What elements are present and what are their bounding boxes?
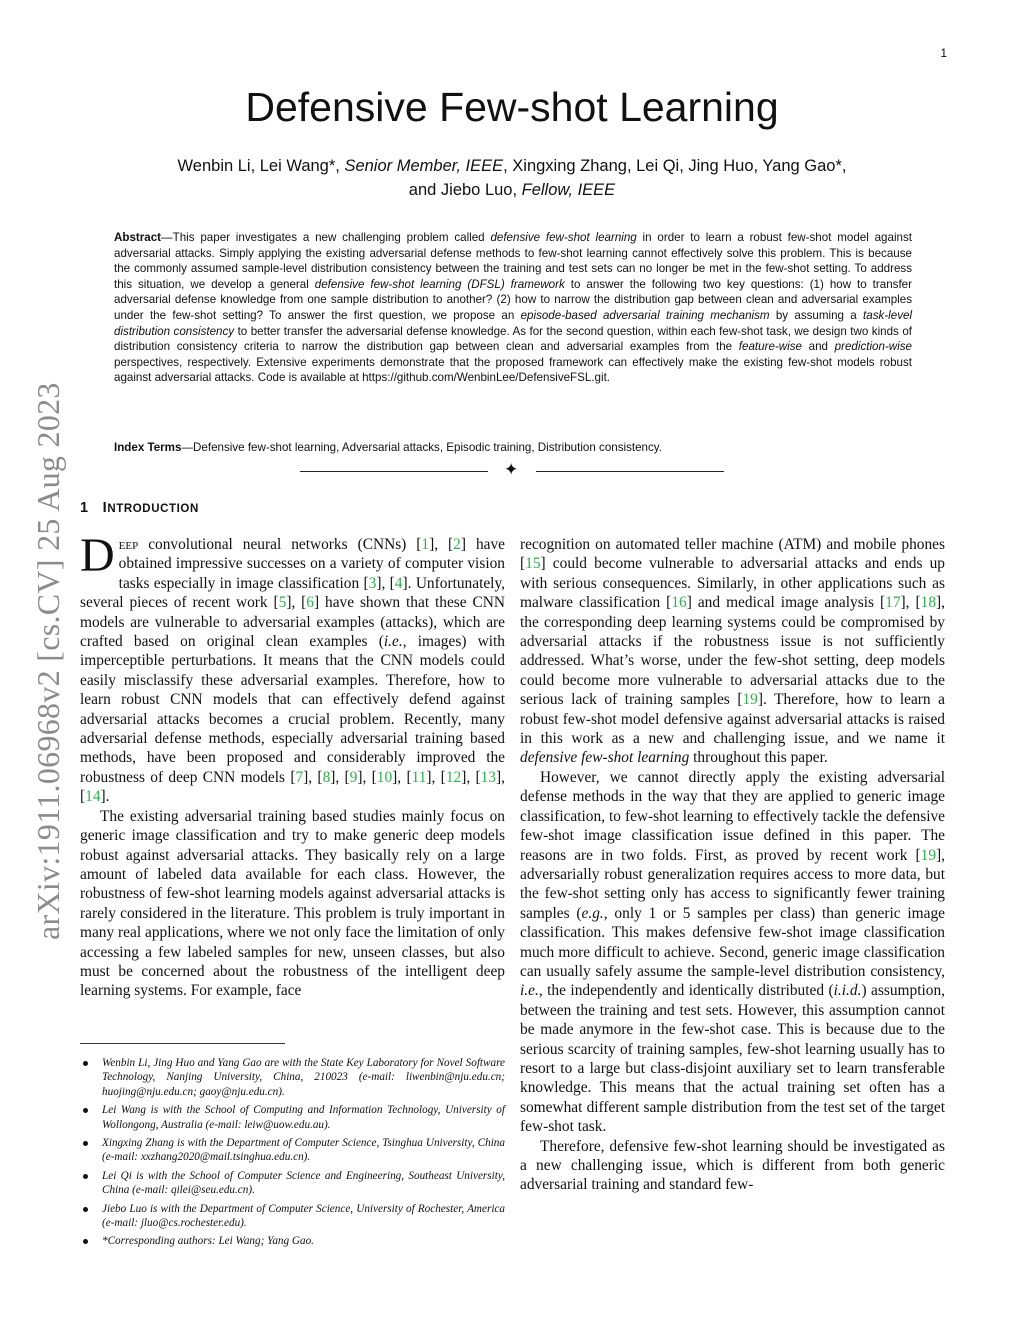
footnote-item: Jiebo Luo is with the Department of Computer Science, University of Rochester, America (e-mail: jluo@cs.rochester.edu). (80, 1202, 505, 1231)
bullet-icon (83, 1239, 88, 1244)
bullet-icon (83, 1061, 88, 1066)
footnote-rule (80, 1043, 285, 1044)
intro-paragraph-2: The existing adversarial training based studies mainly focus on generic image classification and try to make generic deep models robust against adversarial attacks. They basically rely on a large amount of labeled data available for each class. However, the robustness of few-shot learning models against adversarial attacks is rarely considered in the literature. This problem is truly important in many real applications, where we not only face the limitation of only accessing a few labeled samples for new, unseen classes, but also must be concerned about the robustness of the intelligent deep learning systems. For example, face (80, 807, 505, 1000)
left-column (80, 529, 506, 1001)
citation-link[interactable]: 6 (306, 594, 314, 612)
citation-link[interactable]: 4 (394, 574, 403, 592)
citation-link[interactable]: 1 (421, 536, 430, 553)
separator-line-right (536, 471, 724, 472)
citation-link[interactable]: 18 (920, 594, 937, 612)
bullet-icon (83, 1174, 88, 1179)
right-column (520, 535, 945, 1195)
separator-star-icon: ✦ (504, 460, 519, 480)
intro-paragraph-4: However, we cannot directly apply the existing adversarial defense methods in the way that they are applied to generic image classification, to few-shot learning to effectively tackle the defensive few-shot image classification issue defined in this paper. The reasons are in two folds. First, as proved by recent work [19], adversarially robust generalization requires access to more data, but the few-shot setting only has access to significantly fewer training samples (e.g., only 1 or 5 samples per class) than generic image classification. This makes defensive few-shot image classification much more difficult to achieve. Second, generic image classification can usually safely assume the sample-level distribution consistency, i.e., the independently and identically distributed (i.i.d.) assumption, between the training and test sets. However, this assumption cannot be made anymore in the few-shot case. This is because due to the serious scarcity of training samples, few-shot learning usually has to resort to a large but class-disjoint auxiliary set to learn transferable knowledge. This means that the actual training set often has a somewhat different sample distribution from the test set of the target few-shot task. (520, 768, 945, 1136)
bullet-icon (83, 1141, 88, 1146)
citation-link[interactable]: 13 (480, 768, 496, 786)
intro-paragraph-3: recognition on automated teller machine (ATM) and mobile phones [15] could become vulnerable to adversarial attacks and ends up with serious consequences. Similarly, in other applications such as malware classification [16] and medical image analysis [17], [18], the corresponding deep learning systems could be compromised by adversarial attacks if the robustness issue is not sufficiently addressed. What’s worse, under the few-shot setting, deep models could become more vulnerable to adversarial attacks due to the serious lack of training samples [19]. Therefore, how to learn a robust few-shot model defensive against adversarial attacks is raised in this work as a new and challenging issue, and we name it defensive few-shot learning throughout this paper. (520, 536, 945, 767)
author-line-2: and Jiebo Luo, Fellow, IEEE (408, 181, 616, 199)
arxiv-stamp: arXiv:1911.06968v2 [cs.CV] 25 Aug 2023 (30, 382, 66, 940)
index-terms-label: Index Terms (114, 441, 182, 454)
citation-link[interactable]: 19 (920, 846, 937, 864)
citation-link[interactable]: 14 (85, 788, 101, 806)
abstract: Abstract—This paper investigates a new challenging problem called defensive few-shot learning in order to learn a robust few-shot model against adversarial attacks. Simply applying the existing adversarial defense methods to few-shot learning cannot effectively solve this problem. This is because the commonly assumed sample-level distribution consistency between the training and test sets can no longer be met in the few-shot setting. To address this situation, we develop a general defensive few-shot learning (DFSL) framework to answer the following two key questions: (1) how to transfer adversarial defense knowledge from one sample distribution to another? (2) how to narrow the distribution gap between clean and adversarial examples under the few-shot setting? To answer the first question, we propose an episode-based adversarial training mechanism by assuming a task-level distribution consistency to better transfer the adversarial defense knowledge. As for the second question, within each few-shot task, we design two kinds of distribution consistency criteria to narrow the distribution gap between clean and adversarial examples from the feature-wise and prediction-wise perspectives, respectively. Extensive experiments demonstrate that the proposed framework can effectively make the existing few-shot models robust against adversarial attacks. Code is available at https://github.com/WenbinLee/DefensiveFSL.git. (114, 231, 913, 385)
section-heading-introduction: 1 INTRODUCTION (80, 500, 199, 516)
affiliation-footnotes (80, 1056, 505, 1253)
citation-link[interactable]: 17 (885, 594, 901, 612)
citation-link[interactable]: 19 (742, 691, 758, 709)
citation-link[interactable]: 2 (453, 536, 461, 553)
footnote-item: *Corresponding authors: Lei Wang; Yang Gao. (80, 1234, 505, 1248)
citation-link[interactable]: 15 (525, 555, 541, 573)
citation-link[interactable]: 9 (349, 768, 358, 786)
citation-link[interactable]: 7 (295, 768, 304, 786)
citation-link[interactable]: 10 (376, 768, 393, 786)
paper-title: Defensive Few-shot Learning (245, 84, 779, 130)
footnote-item: Xingxing Zhang is with the Department of Computer Science, Tsinghua University, China (e-mail: xxzhang2020@mail.tsinghua.edu.cn). (80, 1136, 505, 1165)
dropcap: D (80, 529, 115, 582)
citation-link[interactable]: 11 (411, 768, 427, 786)
intro-paragraph-5: Therefore, defensive few-shot learning should be investigated as a new challenging issue, which is different from both generic adversarial training and standard few- (520, 1137, 945, 1194)
page-number: 1 (940, 46, 947, 60)
citation-link[interactable]: 3 (368, 574, 377, 592)
index-terms: Index Terms—Defensive few-shot learning, Adversarial attacks, Episodic training, Distribution consistency. (114, 441, 662, 454)
bullet-icon (83, 1207, 88, 1212)
abstract-label: Abstract (114, 231, 162, 244)
intro-paragraph-1: Deep convolutional neural networks (CNNs) [1], [2] have obtained impressive successes on a variety of computer vision tasks especially in image classification [3], [4]. Unfortunately, several pieces of recent work [5], [6] have shown that these CNN models are vulnerable to adversarial examples (attacks), which are crafted based on original clean examples (i.e., images) with imperceptible perturbations. It means that the CNN models could easily misclassify these adversarial examples. Therefore, how to learn robust CNN models that can effectively defend against adversarial attacks becomes a crucial problem. Recently, many adversarial defense methods, especially adversarial training based methods, have been proposed and considerably improved the robustness of deep CNN models [7], [8], [9], [10], [11], [12], [13], [14]. (80, 529, 506, 806)
section-separator (300, 460, 724, 480)
author-list (130, 154, 894, 202)
citation-link[interactable]: 16 (671, 594, 687, 612)
separator-line-left (300, 471, 488, 472)
bullet-icon (83, 1108, 88, 1113)
footnote-item: Lei Qi is with the School of Computer Science and Engineering, Southeast University, China (e-mail: qilei@seu.edu.cn). (80, 1169, 505, 1198)
citation-link[interactable]: 12 (445, 768, 462, 786)
citation-link[interactable]: 5 (278, 594, 287, 612)
citation-link[interactable]: 8 (322, 768, 331, 786)
author-line-1: Wenbin Li, Lei Wang*, Senior Member, IEEE, Xingxing Zhang, Lei Qi, Jing Huo, Yang Gao*, (177, 157, 847, 175)
footnote-item: Lei Wang is with the School of Computing and Information Technology, University of Wollongong, Australia (e-mail: leiw@uow.edu.au). (80, 1103, 505, 1132)
footnote-item: Wenbin Li, Jing Huo and Yang Gao are with the State Key Laboratory for Novel Software Technology, Nanjing University, China, 210023 (e-mail: liwenbin@nju.edu.cn; huojing@nju.edu.cn; gaoy@nju.edu.cn). (80, 1056, 505, 1099)
